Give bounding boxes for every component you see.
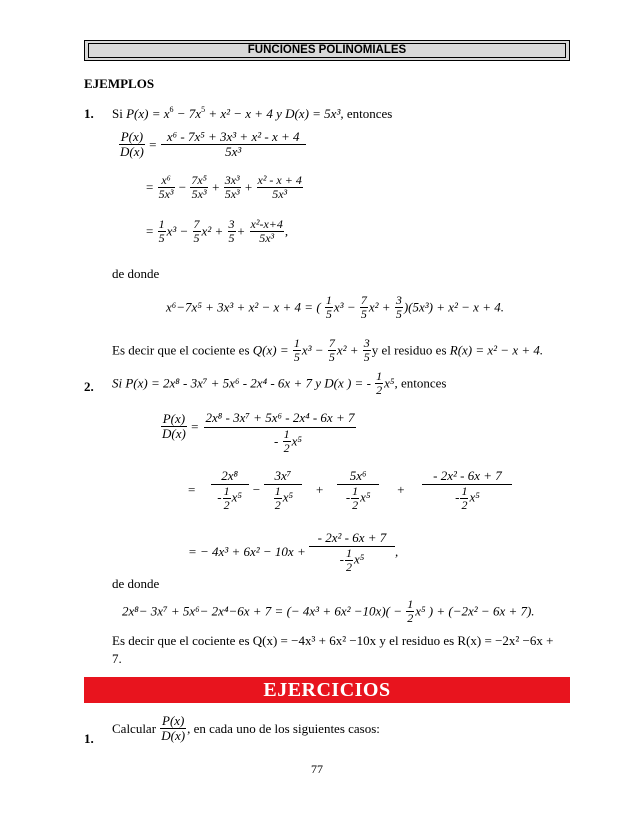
- fraction: $\frac{1}{5}$: [158, 217, 165, 246]
- fraction: $\frac{1}{2}$: [376, 369, 383, 398]
- example-2-intro: Si P(x) = 2x⁸ - 3x⁷ + 5x⁶ - 2x⁴ - 6x + 7 y D(x ) = - $\frac{1}{2}$ x⁵, entonces: [112, 369, 447, 398]
- fraction: $\frac{1}{5}$: [293, 336, 300, 365]
- example-2-de-donde: de donde: [112, 576, 160, 591]
- ejercicios-banner: [84, 677, 570, 703]
- fraction: $\frac{P(x)}{D(x)}$: [162, 411, 186, 442]
- fraction: $\frac{3}{5}$: [363, 336, 370, 365]
- example-2-division-lhs: $\frac{P(x)}{D(x)}$ =: [162, 411, 199, 442]
- example-2-conclusion-line2: 7.: [112, 651, 122, 666]
- fraction: $\frac{\text{x⁶}}{\text{5x³}}$: [158, 173, 174, 202]
- fraction: $\frac{1}{2}$: [283, 427, 290, 456]
- exercise-1-number: 1.: [84, 731, 94, 746]
- fraction: $\frac{1}{2}$: [407, 597, 414, 626]
- fraction: $\frac{3}{5}$: [395, 293, 402, 322]
- fraction: $\frac{\text{3x³}}{\text{5x³}}$: [224, 173, 240, 202]
- example-1-intro: Si $P(x) = x^6 - 7x^5 + x^2 - x + 4$ y D(x) = 5x³, entonces: [112, 105, 393, 121]
- fraction: $\frac{7}{5}$: [193, 217, 200, 246]
- example-1-de-donde: de donde: [112, 266, 160, 281]
- example-2-step3: = − 4x³ + 6x² − 10x + - 2x² - 6x + 7 - $\frac{1}{2}$ x⁵ ,: [188, 530, 399, 575]
- example-1-step3: = $\frac{1}{5}$ x³ − $\frac{7}{5}$ x² + $\frac{3}{5}$ + $\frac{\text{x²-x+4}}{\text{5x³}}$ ,: [146, 217, 289, 246]
- example-2-identity: 2x⁸− 3x⁷ + 5x⁶− 2x⁴−6x + 7 = (− 4x³ + 6x² −10x)( − $\frac{1}{2}$ x⁵ ) + (−2x² − 6x + 7).: [122, 597, 535, 626]
- example-2-division-rhs: 2x⁸ - 3x⁷ + 5x⁶ - 2x⁴ - 6x + 7 - $\frac{1}{2}$ x⁵: [205, 410, 355, 456]
- fraction: $\frac{\text{x²-x+4}}{\text{5x³}}$: [250, 217, 283, 246]
- fraction: $\frac{P(x)}{D(x)}$: [161, 713, 186, 744]
- example-2-step2: = 2x⁸ - $\frac{1}{2}$ x⁵ − 3x⁷ $\frac{1}{2}$ x⁵ + 5x⁶ - $\frac{1}{2}$ x⁵ + - 2x² - 6x + 7 - $\frac{1}{2}$ x⁵: [188, 468, 512, 512]
- example-1-identity: x⁶−7x⁵ + 3x³ + x² − x + 4 = ( $\frac{1}{5}$ x³ − $\frac{7}{5}$ x² + $\frac{3}{5}$ )(5x³) + x² − x + 4.: [166, 293, 504, 322]
- ejercicios-title: EJERCICIOS: [263, 679, 391, 701]
- fraction: $\frac{3}{5}$: [228, 217, 235, 246]
- example-2-number: 2.: [84, 379, 94, 394]
- fraction: $\frac{\text{x⁶ - 7x⁵ + 3x³ + x² - x + 4}}{\text{5x³}}$: [161, 130, 306, 160]
- header-box: [84, 40, 570, 61]
- fraction: $\frac{7}{5}$: [360, 293, 367, 322]
- example-2-conclusion-line1: Es decir que el cociente es Q(x) = −4x³ + 6x² −10x y el residuo es R(x) = −2x² −6x +: [112, 633, 554, 648]
- exercise-1-text: Calcular $\frac{P(x)}{D(x)}$ , en cada uno de los siguientes casos:: [112, 713, 380, 744]
- fraction: $\frac{1}{5}$: [325, 293, 332, 322]
- fraction: $\frac{7}{5}$: [328, 336, 335, 365]
- fraction: $\frac{\text{x² - x + 4}}{\text{5x³}}$: [257, 173, 302, 202]
- section-title: EJEMPLOS: [84, 76, 155, 91]
- fraction: $\frac{P(x)}{D(x)}$: [120, 129, 144, 160]
- example-1-number: 1.: [84, 106, 94, 121]
- page-header-title: FUNCIONES POLINOMIALES: [88, 43, 566, 58]
- example-1-division: $\frac{P(x)}{D(x)}$ = $\frac{\text{x⁶ - 7x⁵ + 3x³ + x² - x + 4}}{\text{5x³}}$: [118, 130, 307, 160]
- fraction: $\frac{\text{7x⁵}}{\text{5x³}}$: [191, 173, 207, 202]
- page-number: 77: [311, 762, 323, 776]
- example-1-conclusion: Es decir que el cociente es Q(x) = $\frac{1}{5}$ x³ − $\frac{7}{5}$ x² + $\frac{3}{5}$ y el residuo es R(x) = x² − x + 4.: [112, 336, 544, 365]
- example-1-step2: = $\frac{\text{x⁶}}{\text{5x³}}$ − $\frac{\text{7x⁵}}{\text{5x³}}$ + $\frac{\text{3x³}}{\text{5x³}}$ + $\frac{\text{x² - x + 4}}{\text{5x³}}$: [146, 173, 302, 202]
